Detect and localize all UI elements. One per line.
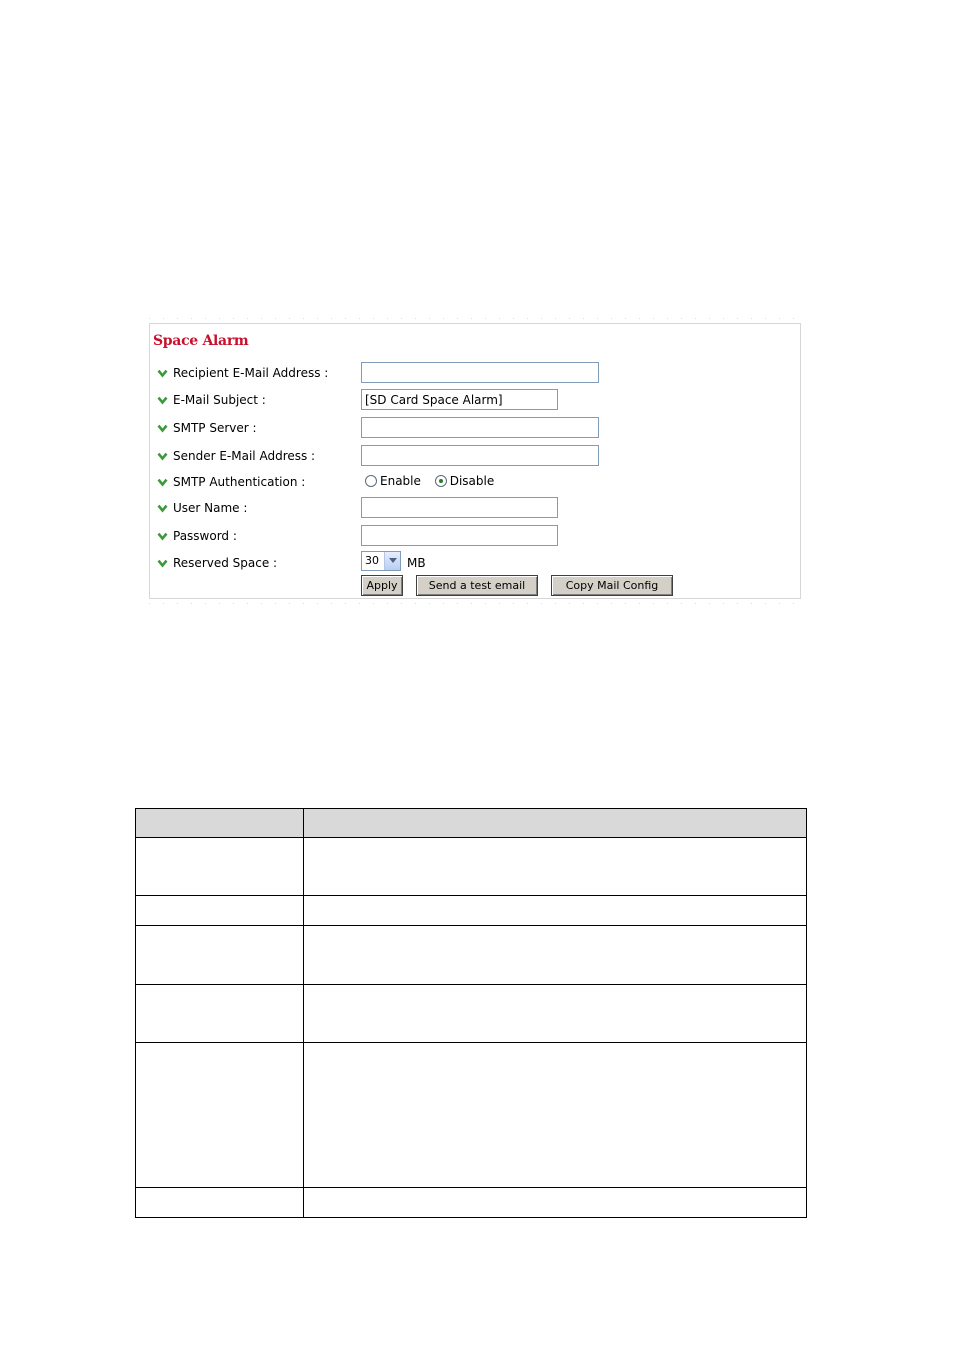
password-row: [150, 525, 800, 549]
email-subject-label: E-Mail Subject :: [173, 393, 266, 407]
reserved-space-unit: MB: [407, 556, 426, 570]
table-cell: [136, 896, 304, 926]
reserved-space-row: [150, 552, 800, 576]
table-header-cell: [136, 809, 304, 838]
table-cell: [304, 1188, 807, 1218]
green-check-icon: [157, 396, 168, 405]
table-cell: [136, 1188, 304, 1218]
green-check-icon: [157, 478, 168, 487]
smtp-server-row: [150, 417, 800, 441]
smtp-auth-row: [150, 471, 800, 495]
table-cell: [304, 1043, 807, 1188]
table-row: [136, 926, 807, 985]
sender-email-input[interactable]: [361, 445, 599, 466]
table-cell: [136, 838, 304, 896]
disable-radio-label[interactable]: Disable: [449, 474, 495, 488]
smtp-server-label: SMTP Server :: [173, 421, 257, 435]
email-subject-input[interactable]: [361, 389, 558, 410]
table-row: [136, 896, 807, 926]
table-row: [136, 838, 807, 896]
username-row: [150, 497, 800, 521]
recipient-row: [150, 362, 800, 386]
smtp-auth-label: SMTP Authentication :: [173, 475, 306, 489]
green-check-icon: [157, 559, 168, 568]
green-check-icon: [157, 532, 168, 541]
chevron-down-icon[interactable]: [384, 552, 400, 570]
subject-row: [150, 389, 800, 413]
send-test-email-button[interactable]: Send a test email: [416, 575, 538, 596]
reserved-space-label: Reserved Space :: [173, 556, 278, 570]
username-input[interactable]: [361, 497, 558, 518]
reserved-space-value: 30: [365, 554, 379, 567]
apply-button[interactable]: Apply: [361, 575, 403, 596]
table-cell: [136, 1043, 304, 1188]
button-row: [150, 575, 800, 599]
table-cell: [304, 926, 807, 985]
green-check-icon: [157, 369, 168, 378]
green-check-icon: [157, 504, 168, 513]
table-row: [136, 1043, 807, 1188]
table-cell: [304, 985, 807, 1043]
table-cell: [136, 926, 304, 985]
green-check-icon: [157, 452, 168, 461]
password-label: Password :: [173, 529, 237, 543]
recipient-email-label: Recipient E-Mail Address :: [173, 366, 329, 380]
space-alarm-panel: [149, 323, 801, 599]
username-label: User Name :: [173, 501, 248, 515]
password-input[interactable]: [361, 525, 558, 546]
enable-radio-label[interactable]: Enable: [380, 474, 421, 488]
table-cell: [136, 985, 304, 1043]
sender-email-label: Sender E-Mail Address :: [173, 449, 316, 463]
reserved-space-select[interactable]: [361, 551, 401, 571]
panel-title: Space Alarm: [153, 333, 249, 349]
description-table: [135, 808, 807, 1218]
table-cell: [304, 896, 807, 926]
enable-radio[interactable]: [365, 475, 377, 487]
table-header-cell: [304, 809, 807, 838]
sender-row: [150, 445, 800, 469]
smtp-server-input[interactable]: [361, 417, 599, 438]
smtp-auth-radio-group: [365, 474, 504, 488]
disable-radio[interactable]: [435, 475, 447, 487]
recipient-email-input[interactable]: [361, 362, 599, 383]
table-cell: [304, 838, 807, 896]
table-row: [136, 1188, 807, 1218]
table-row: [136, 985, 807, 1043]
copy-mail-config-button[interactable]: Copy Mail Config: [551, 575, 673, 596]
table-header-row: [136, 809, 807, 838]
green-check-icon: [157, 424, 168, 433]
